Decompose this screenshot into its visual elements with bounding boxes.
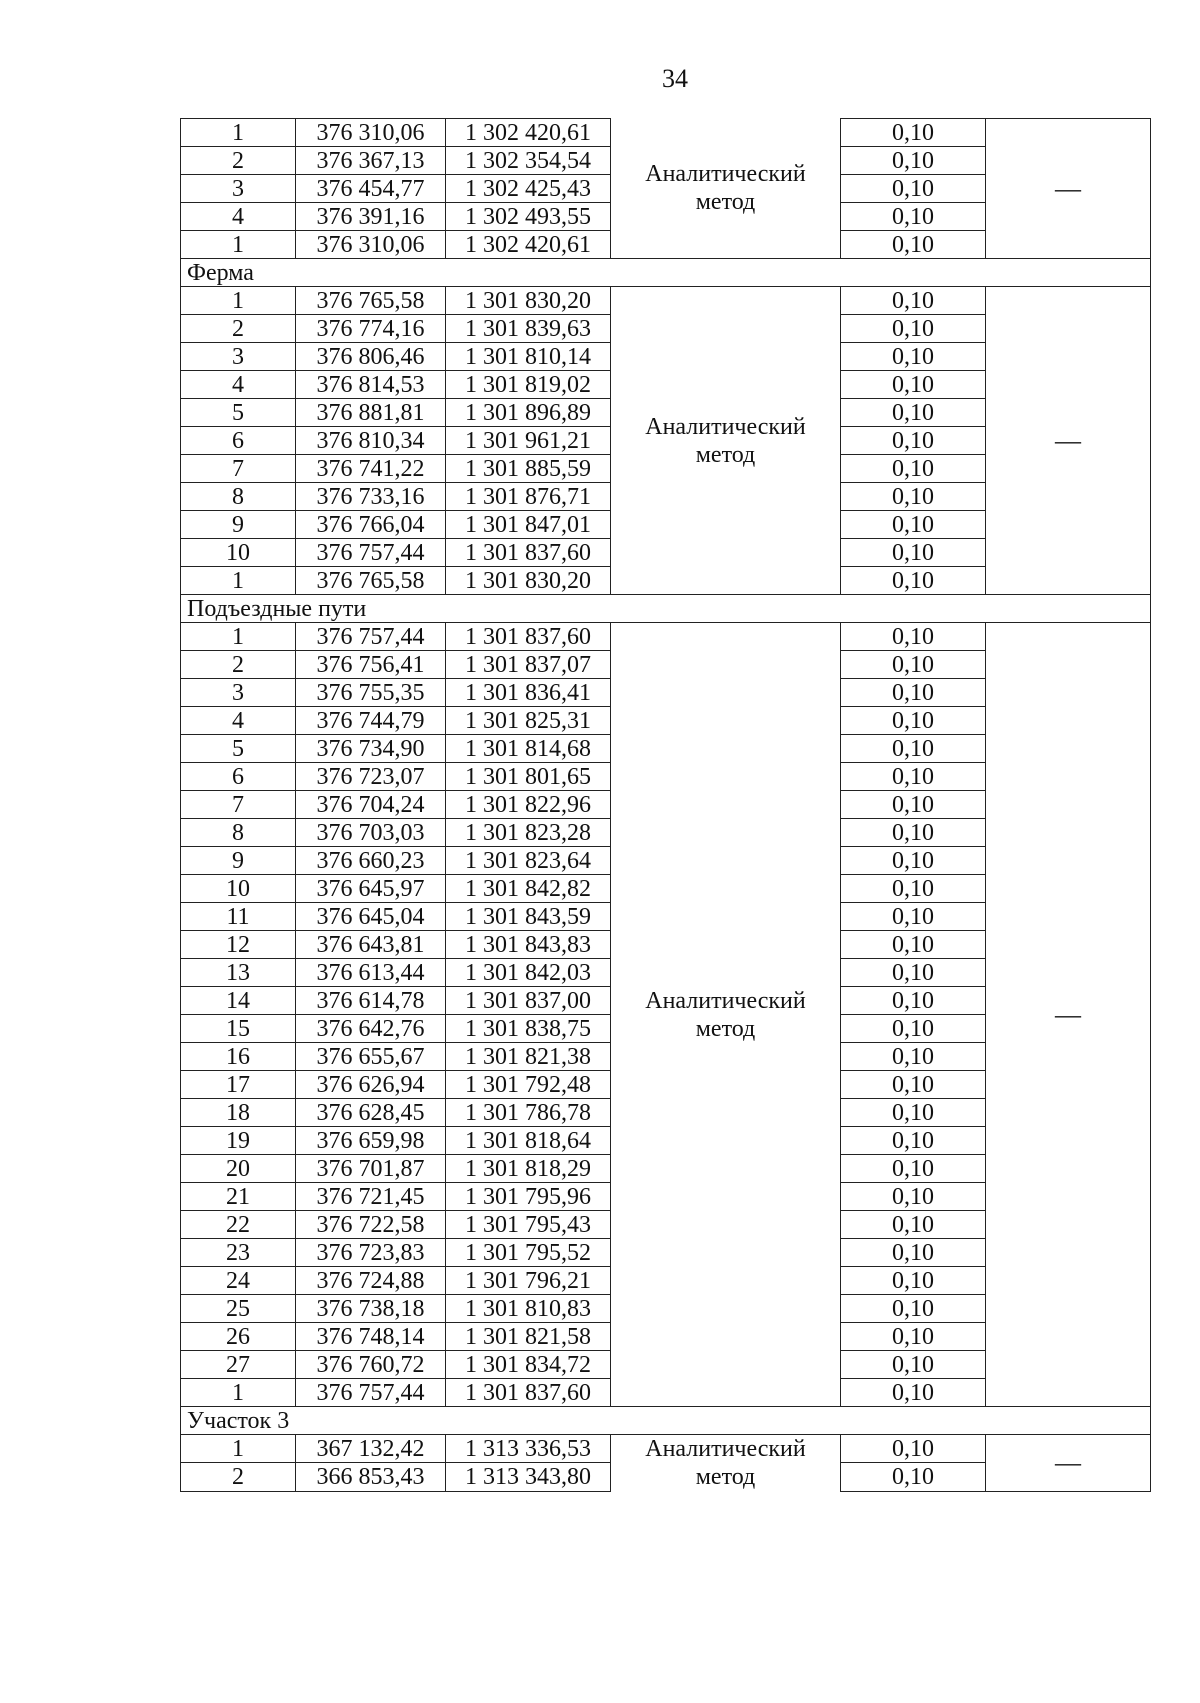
point-number-cell: 26 [181, 1323, 296, 1351]
point-number-cell: 2 [181, 1463, 296, 1491]
point-number-cell: 7 [181, 791, 296, 819]
point-number-cell: 9 [181, 847, 296, 875]
accuracy-cell: 0,10 [841, 1351, 986, 1379]
x-coordinate-cell: 376 774,16 [296, 315, 446, 343]
note-cell: — [986, 119, 1151, 259]
point-number-cell: 3 [181, 343, 296, 371]
point-number-cell: 18 [181, 1099, 296, 1127]
accuracy-cell: 0,10 [841, 1015, 986, 1043]
y-coordinate-cell: 1 301 830,20 [446, 567, 611, 595]
x-coordinate-cell: 376 703,03 [296, 819, 446, 847]
point-number-cell: 21 [181, 1183, 296, 1211]
x-coordinate-cell: 376 806,46 [296, 343, 446, 371]
accuracy-cell: 0,10 [841, 1239, 986, 1267]
accuracy-cell: 0,10 [841, 791, 986, 819]
point-number-cell: 14 [181, 987, 296, 1015]
accuracy-cell: 0,10 [841, 315, 986, 343]
point-number-cell: 4 [181, 203, 296, 231]
y-coordinate-cell: 1 301 823,28 [446, 819, 611, 847]
y-coordinate-cell: 1 302 420,61 [446, 231, 611, 259]
point-number-cell: 4 [181, 707, 296, 735]
x-coordinate-cell: 376 757,44 [296, 1379, 446, 1407]
point-number-cell: 1 [181, 1435, 296, 1463]
accuracy-cell: 0,10 [841, 567, 986, 595]
y-coordinate-cell: 1 301 843,83 [446, 931, 611, 959]
y-coordinate-cell: 1 301 837,00 [446, 987, 611, 1015]
accuracy-cell: 0,10 [841, 1463, 986, 1491]
y-coordinate-cell: 1 301 842,03 [446, 959, 611, 987]
x-coordinate-cell: 376 755,35 [296, 679, 446, 707]
point-number-cell: 16 [181, 1043, 296, 1071]
y-coordinate-cell: 1 301 825,31 [446, 707, 611, 735]
x-coordinate-cell: 376 757,44 [296, 539, 446, 567]
x-coordinate-cell: 376 642,76 [296, 1015, 446, 1043]
accuracy-cell: 0,10 [841, 399, 986, 427]
x-coordinate-cell: 376 391,16 [296, 203, 446, 231]
x-coordinate-cell: 376 454,77 [296, 175, 446, 203]
accuracy-cell: 0,10 [841, 1127, 986, 1155]
table-row [181, 287, 1151, 315]
y-coordinate-cell: 1 301 847,01 [446, 511, 611, 539]
accuracy-cell: 0,10 [841, 231, 986, 259]
accuracy-cell: 0,10 [841, 147, 986, 175]
y-coordinate-cell: 1 302 493,55 [446, 203, 611, 231]
note-cell: — [986, 287, 1151, 595]
x-coordinate-cell: 376 881,81 [296, 399, 446, 427]
x-coordinate-cell: 376 367,13 [296, 147, 446, 175]
y-coordinate-cell: 1 302 420,61 [446, 119, 611, 147]
section-header-row [181, 259, 1151, 287]
point-number-cell: 23 [181, 1239, 296, 1267]
x-coordinate-cell: 366 853,43 [296, 1463, 446, 1491]
y-coordinate-cell: 1 301 876,71 [446, 483, 611, 511]
accuracy-cell: 0,10 [841, 847, 986, 875]
point-number-cell: 2 [181, 315, 296, 343]
x-coordinate-cell: 376 738,18 [296, 1295, 446, 1323]
accuracy-cell: 0,10 [841, 735, 986, 763]
section-title: Ферма [181, 259, 1151, 287]
point-number-cell: 9 [181, 511, 296, 539]
accuracy-cell: 0,10 [841, 483, 986, 511]
accuracy-cell: 0,10 [841, 511, 986, 539]
y-coordinate-cell: 1 301 834,72 [446, 1351, 611, 1379]
y-coordinate-cell: 1 301 842,82 [446, 875, 611, 903]
x-coordinate-cell: 376 757,44 [296, 623, 446, 651]
accuracy-cell: 0,10 [841, 1043, 986, 1071]
table-row [181, 119, 1151, 147]
x-coordinate-cell: 376 645,97 [296, 875, 446, 903]
x-coordinate-cell: 376 626,94 [296, 1071, 446, 1099]
x-coordinate-cell: 376 721,45 [296, 1183, 446, 1211]
point-number-cell: 20 [181, 1155, 296, 1183]
x-coordinate-cell: 376 765,58 [296, 287, 446, 315]
point-number-cell: 25 [181, 1295, 296, 1323]
accuracy-cell: 0,10 [841, 1071, 986, 1099]
y-coordinate-cell: 1 301 843,59 [446, 903, 611, 931]
x-coordinate-cell: 376 645,04 [296, 903, 446, 931]
accuracy-cell: 0,10 [841, 763, 986, 791]
accuracy-cell: 0,10 [841, 959, 986, 987]
method-cell: Аналитический метод [611, 1435, 841, 1492]
point-number-cell: 4 [181, 371, 296, 399]
point-number-cell: 12 [181, 931, 296, 959]
method-cell: Аналитический метод [611, 623, 841, 1407]
x-coordinate-cell: 376 766,04 [296, 511, 446, 539]
point-number-cell: 5 [181, 735, 296, 763]
table-row [181, 1435, 1151, 1463]
method-cell: Аналитический метод [611, 287, 841, 595]
section-header-row [181, 1407, 1151, 1435]
x-coordinate-cell: 376 744,79 [296, 707, 446, 735]
y-coordinate-cell: 1 301 818,64 [446, 1127, 611, 1155]
point-number-cell: 17 [181, 1071, 296, 1099]
point-number-cell: 5 [181, 399, 296, 427]
point-number-cell: 8 [181, 483, 296, 511]
accuracy-cell: 0,10 [841, 651, 986, 679]
y-coordinate-cell: 1 301 796,21 [446, 1267, 611, 1295]
y-coordinate-cell: 1 302 354,54 [446, 147, 611, 175]
accuracy-cell: 0,10 [841, 1295, 986, 1323]
x-coordinate-cell: 376 760,72 [296, 1351, 446, 1379]
accuracy-cell: 0,10 [841, 1099, 986, 1127]
point-number-cell: 3 [181, 175, 296, 203]
point-number-cell: 3 [181, 679, 296, 707]
note-cell: — [986, 1435, 1151, 1492]
y-coordinate-cell: 1 302 425,43 [446, 175, 611, 203]
y-coordinate-cell: 1 301 830,20 [446, 287, 611, 315]
point-number-cell: 19 [181, 1127, 296, 1155]
accuracy-cell: 0,10 [841, 1211, 986, 1239]
y-coordinate-cell: 1 301 786,78 [446, 1099, 611, 1127]
point-number-cell: 1 [181, 623, 296, 651]
point-number-cell: 10 [181, 539, 296, 567]
y-coordinate-cell: 1 313 336,53 [446, 1435, 611, 1463]
y-coordinate-cell: 1 301 838,75 [446, 1015, 611, 1043]
point-number-cell: 13 [181, 959, 296, 987]
accuracy-cell: 0,10 [841, 875, 986, 903]
accuracy-cell: 0,10 [841, 679, 986, 707]
x-coordinate-cell: 376 704,24 [296, 791, 446, 819]
point-number-cell: 2 [181, 651, 296, 679]
x-coordinate-cell: 376 701,87 [296, 1155, 446, 1183]
y-coordinate-cell: 1 301 810,83 [446, 1295, 611, 1323]
coordinates-table [180, 118, 1151, 1492]
x-coordinate-cell: 376 724,88 [296, 1267, 446, 1295]
point-number-cell: 8 [181, 819, 296, 847]
accuracy-cell: 0,10 [841, 1267, 986, 1295]
y-coordinate-cell: 1 301 822,96 [446, 791, 611, 819]
point-number-cell: 6 [181, 427, 296, 455]
y-coordinate-cell: 1 301 837,60 [446, 1379, 611, 1407]
section-header-row [181, 595, 1151, 623]
accuracy-cell: 0,10 [841, 623, 986, 651]
y-coordinate-cell: 1 301 795,96 [446, 1183, 611, 1211]
table-row [181, 623, 1151, 651]
accuracy-cell: 0,10 [841, 1155, 986, 1183]
x-coordinate-cell: 376 741,22 [296, 455, 446, 483]
x-coordinate-cell: 376 734,90 [296, 735, 446, 763]
y-coordinate-cell: 1 301 837,60 [446, 539, 611, 567]
page-number: 34 [662, 64, 688, 93]
point-number-cell: 1 [181, 231, 296, 259]
accuracy-cell: 0,10 [841, 819, 986, 847]
x-coordinate-cell: 376 613,44 [296, 959, 446, 987]
accuracy-cell: 0,10 [841, 119, 986, 147]
y-coordinate-cell: 1 313 343,80 [446, 1463, 611, 1491]
y-coordinate-cell: 1 301 896,89 [446, 399, 611, 427]
accuracy-cell: 0,10 [841, 1323, 986, 1351]
method-cell: Аналитический метод [611, 119, 841, 259]
note-cell: — [986, 623, 1151, 1407]
x-coordinate-cell: 376 628,45 [296, 1099, 446, 1127]
point-number-cell: 1 [181, 287, 296, 315]
accuracy-cell: 0,10 [841, 455, 986, 483]
y-coordinate-cell: 1 301 801,65 [446, 763, 611, 791]
accuracy-cell: 0,10 [841, 903, 986, 931]
point-number-cell: 10 [181, 875, 296, 903]
point-number-cell: 2 [181, 147, 296, 175]
y-coordinate-cell: 1 301 795,43 [446, 1211, 611, 1239]
y-coordinate-cell: 1 301 819,02 [446, 371, 611, 399]
point-number-cell: 1 [181, 1379, 296, 1407]
section-title: Подъездные пути [181, 595, 1151, 623]
x-coordinate-cell: 376 723,07 [296, 763, 446, 791]
accuracy-cell: 0,10 [841, 203, 986, 231]
x-coordinate-cell: 376 733,16 [296, 483, 446, 511]
y-coordinate-cell: 1 301 792,48 [446, 1071, 611, 1099]
accuracy-cell: 0,10 [841, 987, 986, 1015]
y-coordinate-cell: 1 301 961,21 [446, 427, 611, 455]
point-number-cell: 22 [181, 1211, 296, 1239]
x-coordinate-cell: 376 310,06 [296, 231, 446, 259]
x-coordinate-cell: 376 810,34 [296, 427, 446, 455]
y-coordinate-cell: 1 301 885,59 [446, 455, 611, 483]
point-number-cell: 1 [181, 567, 296, 595]
y-coordinate-cell: 1 301 814,68 [446, 735, 611, 763]
point-number-cell: 24 [181, 1267, 296, 1295]
x-coordinate-cell: 376 722,58 [296, 1211, 446, 1239]
x-coordinate-cell: 376 310,06 [296, 119, 446, 147]
accuracy-cell: 0,10 [841, 707, 986, 735]
accuracy-cell: 0,10 [841, 931, 986, 959]
y-coordinate-cell: 1 301 839,63 [446, 315, 611, 343]
x-coordinate-cell: 376 756,41 [296, 651, 446, 679]
y-coordinate-cell: 1 301 818,29 [446, 1155, 611, 1183]
accuracy-cell: 0,10 [841, 1379, 986, 1407]
x-coordinate-cell: 367 132,42 [296, 1435, 446, 1463]
accuracy-cell: 0,10 [841, 371, 986, 399]
accuracy-cell: 0,10 [841, 427, 986, 455]
point-number-cell: 15 [181, 1015, 296, 1043]
y-coordinate-cell: 1 301 821,38 [446, 1043, 611, 1071]
accuracy-cell: 0,10 [841, 287, 986, 315]
accuracy-cell: 0,10 [841, 539, 986, 567]
x-coordinate-cell: 376 643,81 [296, 931, 446, 959]
accuracy-cell: 0,10 [841, 343, 986, 371]
x-coordinate-cell: 376 748,14 [296, 1323, 446, 1351]
y-coordinate-cell: 1 301 837,07 [446, 651, 611, 679]
x-coordinate-cell: 376 765,58 [296, 567, 446, 595]
y-coordinate-cell: 1 301 810,14 [446, 343, 611, 371]
x-coordinate-cell: 376 660,23 [296, 847, 446, 875]
point-number-cell: 7 [181, 455, 296, 483]
point-number-cell: 11 [181, 903, 296, 931]
x-coordinate-cell: 376 659,98 [296, 1127, 446, 1155]
point-number-cell: 6 [181, 763, 296, 791]
y-coordinate-cell: 1 301 821,58 [446, 1323, 611, 1351]
accuracy-cell: 0,10 [841, 175, 986, 203]
point-number-cell: 1 [181, 119, 296, 147]
point-number-cell: 27 [181, 1351, 296, 1379]
y-coordinate-cell: 1 301 795,52 [446, 1239, 611, 1267]
x-coordinate-cell: 376 814,53 [296, 371, 446, 399]
accuracy-cell: 0,10 [841, 1435, 986, 1463]
y-coordinate-cell: 1 301 823,64 [446, 847, 611, 875]
y-coordinate-cell: 1 301 836,41 [446, 679, 611, 707]
x-coordinate-cell: 376 614,78 [296, 987, 446, 1015]
y-coordinate-cell: 1 301 837,60 [446, 623, 611, 651]
accuracy-cell: 0,10 [841, 1183, 986, 1211]
section-title: Участок 3 [181, 1407, 1151, 1435]
x-coordinate-cell: 376 655,67 [296, 1043, 446, 1071]
x-coordinate-cell: 376 723,83 [296, 1239, 446, 1267]
